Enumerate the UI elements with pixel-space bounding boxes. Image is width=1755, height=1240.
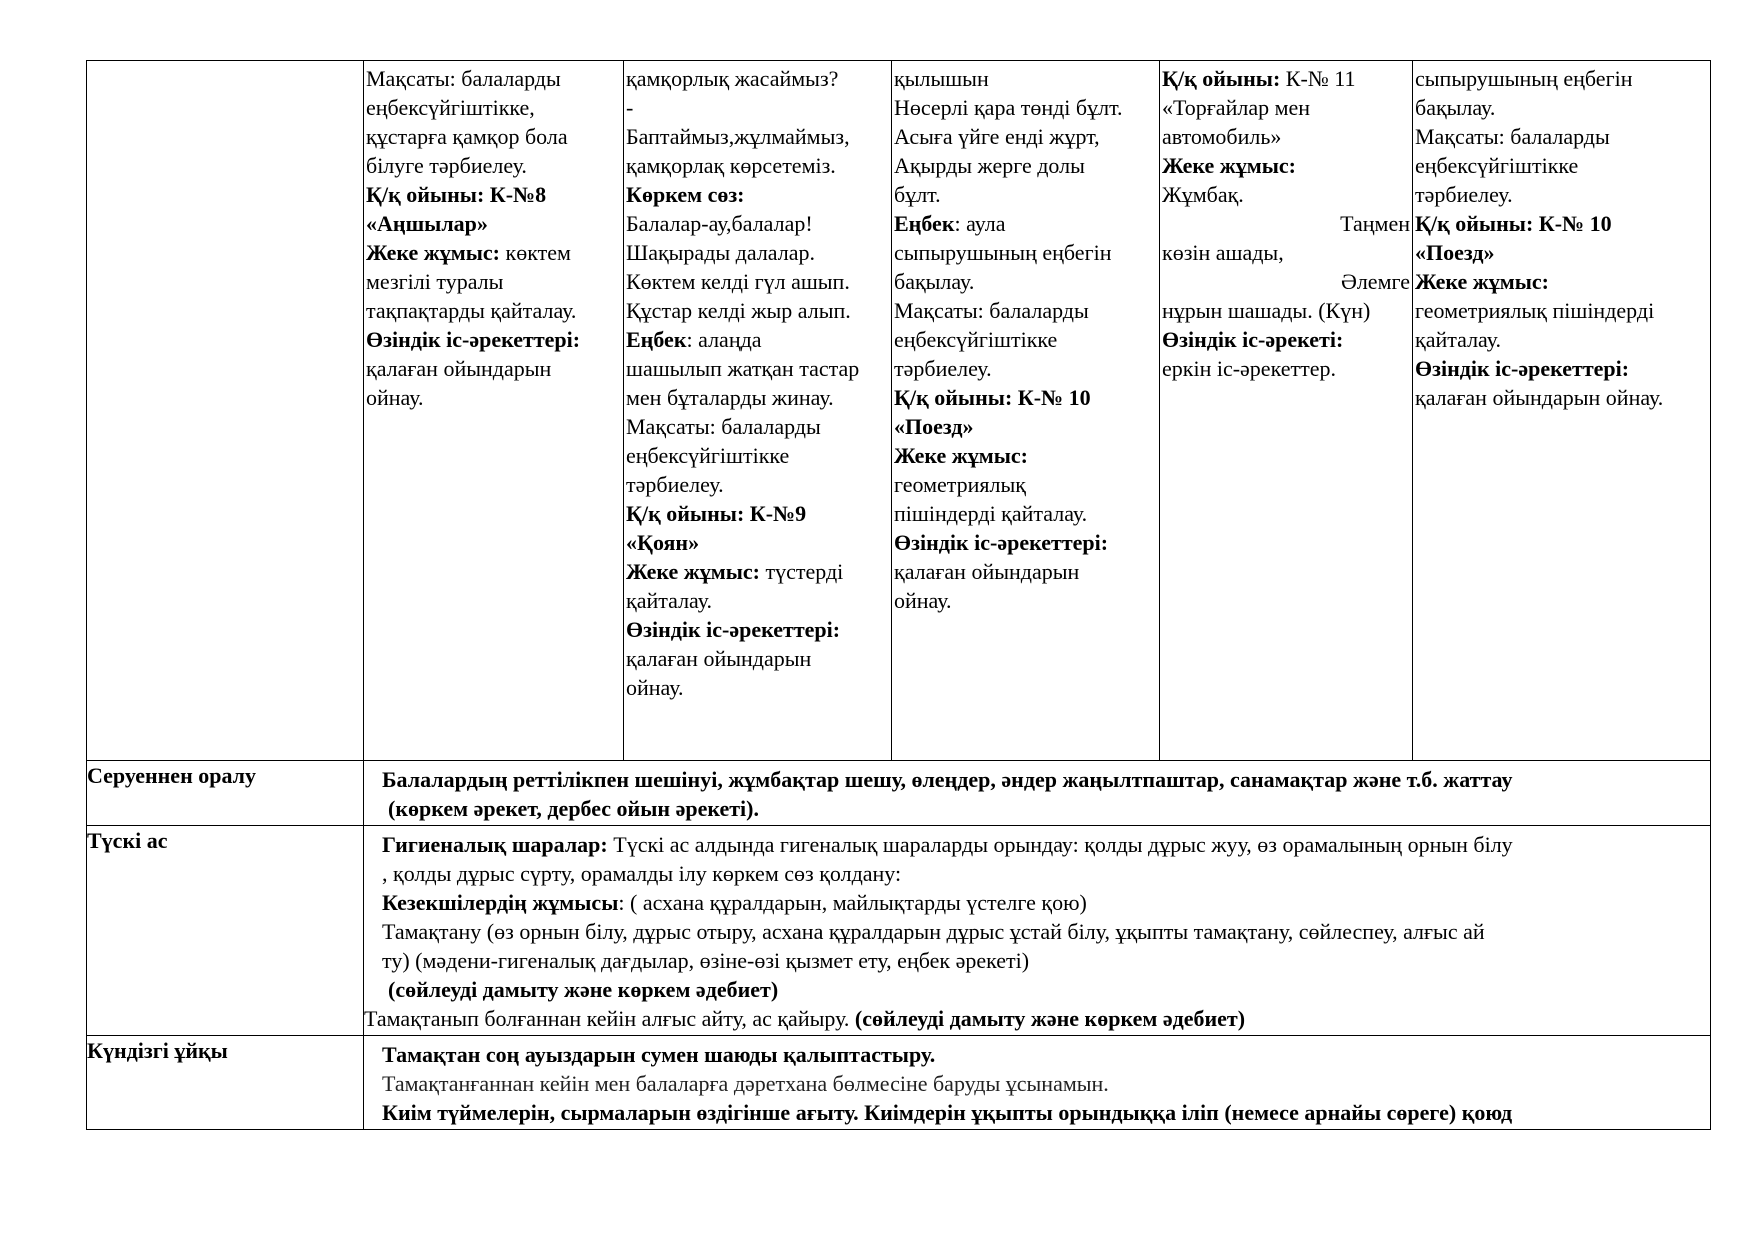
walk-col-2 [624,61,892,761]
col4-riddle-line: Әлемге [1340,269,1410,294]
col3-indiv-label: Жеке жұмыс: [894,443,1028,468]
col4-riddle-line: көзін ашады, [1162,240,1284,265]
col1-indiv-text: көктем [500,240,571,265]
col1-line: ойнау. [366,385,424,410]
col2-line: еңбексүйгіштікке [626,443,790,468]
col1-free-label: Өзіндік іс-әрекеттері: [366,327,581,352]
col2-poem-line: Көктем келді гүл ашып. [626,269,850,294]
col3-line: бақылау. [894,269,975,294]
col5-line: сыпырушының еңбегін [1415,66,1633,91]
col2-labor-label: Еңбек [626,327,687,352]
hygiene-label: Гигиеналық шаралар: [382,832,608,857]
col2-line: қалаған ойындарын [626,646,812,671]
lunch-label: Түскі ас [87,826,364,1036]
return-label: Серуеннен оралу [87,761,364,826]
col5-free-label: Өзіндік іс-әрекеттері: [1415,356,1630,381]
col5-game-name: «Поезд» [1415,240,1495,265]
return-row [87,761,1711,826]
nap-content [364,1036,1711,1130]
col4-game [1162,64,1410,93]
col4-riddle-line: нұрын шашады. (Күн) [1162,298,1371,323]
col1-line: құстарға қамқор бола [366,124,568,149]
col2-line: қайталау. [626,588,712,613]
duty-text: : ( асхана құралдарын, майлықтарды үстелге қою) [618,890,1087,915]
col5-line: бақылау. [1415,95,1496,120]
nap-label: Күндізгі ұйқы [87,1036,364,1130]
col3-line: пішіндерді қайталау. [894,501,1088,526]
after-text: Тамақтанып болғаннан кейін алғыс айту, ас қайыру. [364,1006,855,1031]
lunch-line: , қолды дұрыс сүрту, орамалды ілу көркем сөз қолдану: [382,861,902,886]
col3-game-label: Қ/қ ойыны: К-№ 10 [894,385,1091,410]
col5-indiv-label: Жеке жұмыс: [1415,269,1549,294]
lunch-line: ту) (мәдени-гигеналық дағдылар, өзіне-өзі қызмет ету, еңбек әрекеті) [382,948,1030,973]
col4-line: «Торғайлар мен [1162,95,1311,120]
col2-line: Баптаймыз,жұлмаймыз, [626,124,850,149]
col5-line: тәрбиелеу. [1415,182,1513,207]
col2-indiv [626,557,889,586]
col3-free-label: Өзіндік іс-әрекеттері: [894,530,1109,555]
col5-line: Мақсаты: балаларды [1415,124,1610,149]
col4-indiv-label: Жеке жұмыс: [1162,153,1296,178]
col1-line: мезгілі туралы [366,269,504,294]
lunch-duty [382,888,1702,917]
after-speech: (сөйлеуді дамыту және көркем әдебиет) [854,1006,1246,1031]
hygiene-text: Түскі ас алдында гигеналық шараларды орындау: қолды дұрыс жуу, өз орамалының орнын білу [607,832,1513,857]
duty-label: Кезекшілердің жұмысы [382,890,619,915]
nap-line: Тамақтан соң ауыздарын сумен шаюды қалыптастыру. [382,1042,936,1067]
col1-game-label: Қ/қ ойыны: К-№8 [366,182,547,207]
col2-art-label: Көркем сөз: [626,182,745,207]
nap-row [87,1036,1711,1130]
return-line: Балалардың реттілікпен шешінуі, жұмбақтар шешу, өлеңдер, әндер жаңылтпаштар, санамақтар және т.б. жаттау [382,767,1513,792]
nap-line: Тамақтанғаннан кейін мен балаларға дәретхана бөлмесіне баруды ұсынамын. [382,1071,1109,1096]
col1-line: қалаған ойындарын [366,356,552,381]
col3-line: тәрбиелеу. [894,356,992,381]
col3-line: Мақсаты: балаларды [894,298,1089,323]
col2-line: қамқорлақ көрсетеміз. [626,153,836,178]
col3-line: еңбексүйгіштікке [894,327,1058,352]
col1-game-name: «Аңшылар» [366,211,488,236]
col2-labor-text: : алаңда [686,327,762,352]
lunch-row [87,826,1711,1036]
lunch-speech: (сөйлеуді дамыту және көркем әдебиет) [388,977,779,1002]
col4-line: Жұмбақ. [1162,182,1244,207]
col3-line: геометриялық [894,472,1026,497]
col4-free-label: Өзіндік іс-әрекеті: [1162,327,1344,352]
daily-plan-table [86,60,1711,1130]
col1-indiv [366,238,621,267]
col2-line: Мақсаты: балаларды [626,414,821,439]
col4-line: еркін іс-әрекеттер. [1162,356,1336,381]
col3-line: Ақырды жерге долы [894,153,1085,178]
col2-poem-line: Құстар келді жыр алып. [626,298,851,323]
col1-line: білуге тәрбиелеу. [366,153,527,178]
col3-line: сыпырушының еңбегін [894,240,1112,265]
col3-line: қалаған ойындарын [894,559,1080,584]
col2-game-name: «Қоян» [626,530,700,555]
walk-row [87,61,1711,761]
nap-line: Киім түймелерін, сырмаларын өздігінше ағыту. Киімдерін ұқыпты орындыққа іліп (немесе арнайы сөреге) қоюд [382,1100,1513,1125]
col5-line: қалаған ойындарын ойнау. [1415,385,1664,410]
col4-line: автомобиль» [1162,124,1282,149]
col3-line: қылышын [894,66,989,91]
col1-line: еңбексүйгіштікке, [366,95,535,120]
col2-line: қамқорлық жасаймыз? [626,66,839,91]
return-content [364,761,1711,826]
col5-game-label: Қ/қ ойыны: К-№ 10 [1415,211,1612,236]
col3-labor [894,209,1157,238]
col2-line: - [626,95,634,120]
col2-line: шашылып жатқан тастар [626,356,860,381]
lunch-hygiene [382,830,1702,859]
return-line: (көркем әрекет, дербес ойын әрекеті). [388,796,759,821]
col2-indiv-text: түстерді [760,559,844,584]
col4-riddle-line: Таңмен [1340,211,1410,236]
col5-line: қайталау. [1415,327,1501,352]
col2-line: ойнау. [626,675,684,700]
walk-col-4 [1160,61,1413,761]
walk-col-1 [364,61,624,761]
col1-line: Мақсаты: балаларды [366,66,561,91]
walk-label-cell [87,61,364,761]
col2-indiv-label: Жеке жұмыс: [626,559,760,584]
col2-labor [626,325,889,354]
col3-labor-text: : аула [954,211,1006,236]
col1-indiv-label: Жеке жұмыс: [366,240,500,265]
walk-col-5 [1413,61,1711,761]
col5-line: геометриялық пішіндерді [1415,298,1655,323]
col2-free-label: Өзіндік іс-әрекеттері: [626,617,841,642]
col2-line: тәрбиелеу. [626,472,724,497]
col3-labor-label: Еңбек [894,211,955,236]
lunch-line: Тамақтану (өз орнын білу, дұрыс отыру, асхана құралдарын дұрыс ұстай білу, ұқыпты тамақтану, сөйлеспеу, алғыс ай [382,919,1485,944]
col3-line: ойнау. [894,588,952,613]
col3-line: Нөсерлі қара төнді бұлт. [894,95,1123,120]
lunch-after [364,1004,1702,1033]
col2-line: мен бұталарды жинау. [626,385,834,410]
col3-game-name: «Поезд» [894,414,974,439]
col2-poem-line: Балалар-ау,балалар! [626,211,813,236]
col2-game-label: Қ/қ ойыны: К-№9 [626,501,807,526]
col4-game-label: Қ/қ ойыны: [1162,66,1281,91]
col3-line: бұлт. [894,182,941,207]
lunch-content [364,826,1711,1036]
col1-line: тақпақтарды қайталау. [366,298,577,323]
col2-poem-line: Шақырады далалар. [626,240,815,265]
col4-game-num: К-№ 11 [1280,66,1356,91]
col5-line: еңбексүйгіштікке [1415,153,1579,178]
walk-col-3 [892,61,1160,761]
col3-line: Асыға үйге енді жұрт, [894,124,1100,149]
